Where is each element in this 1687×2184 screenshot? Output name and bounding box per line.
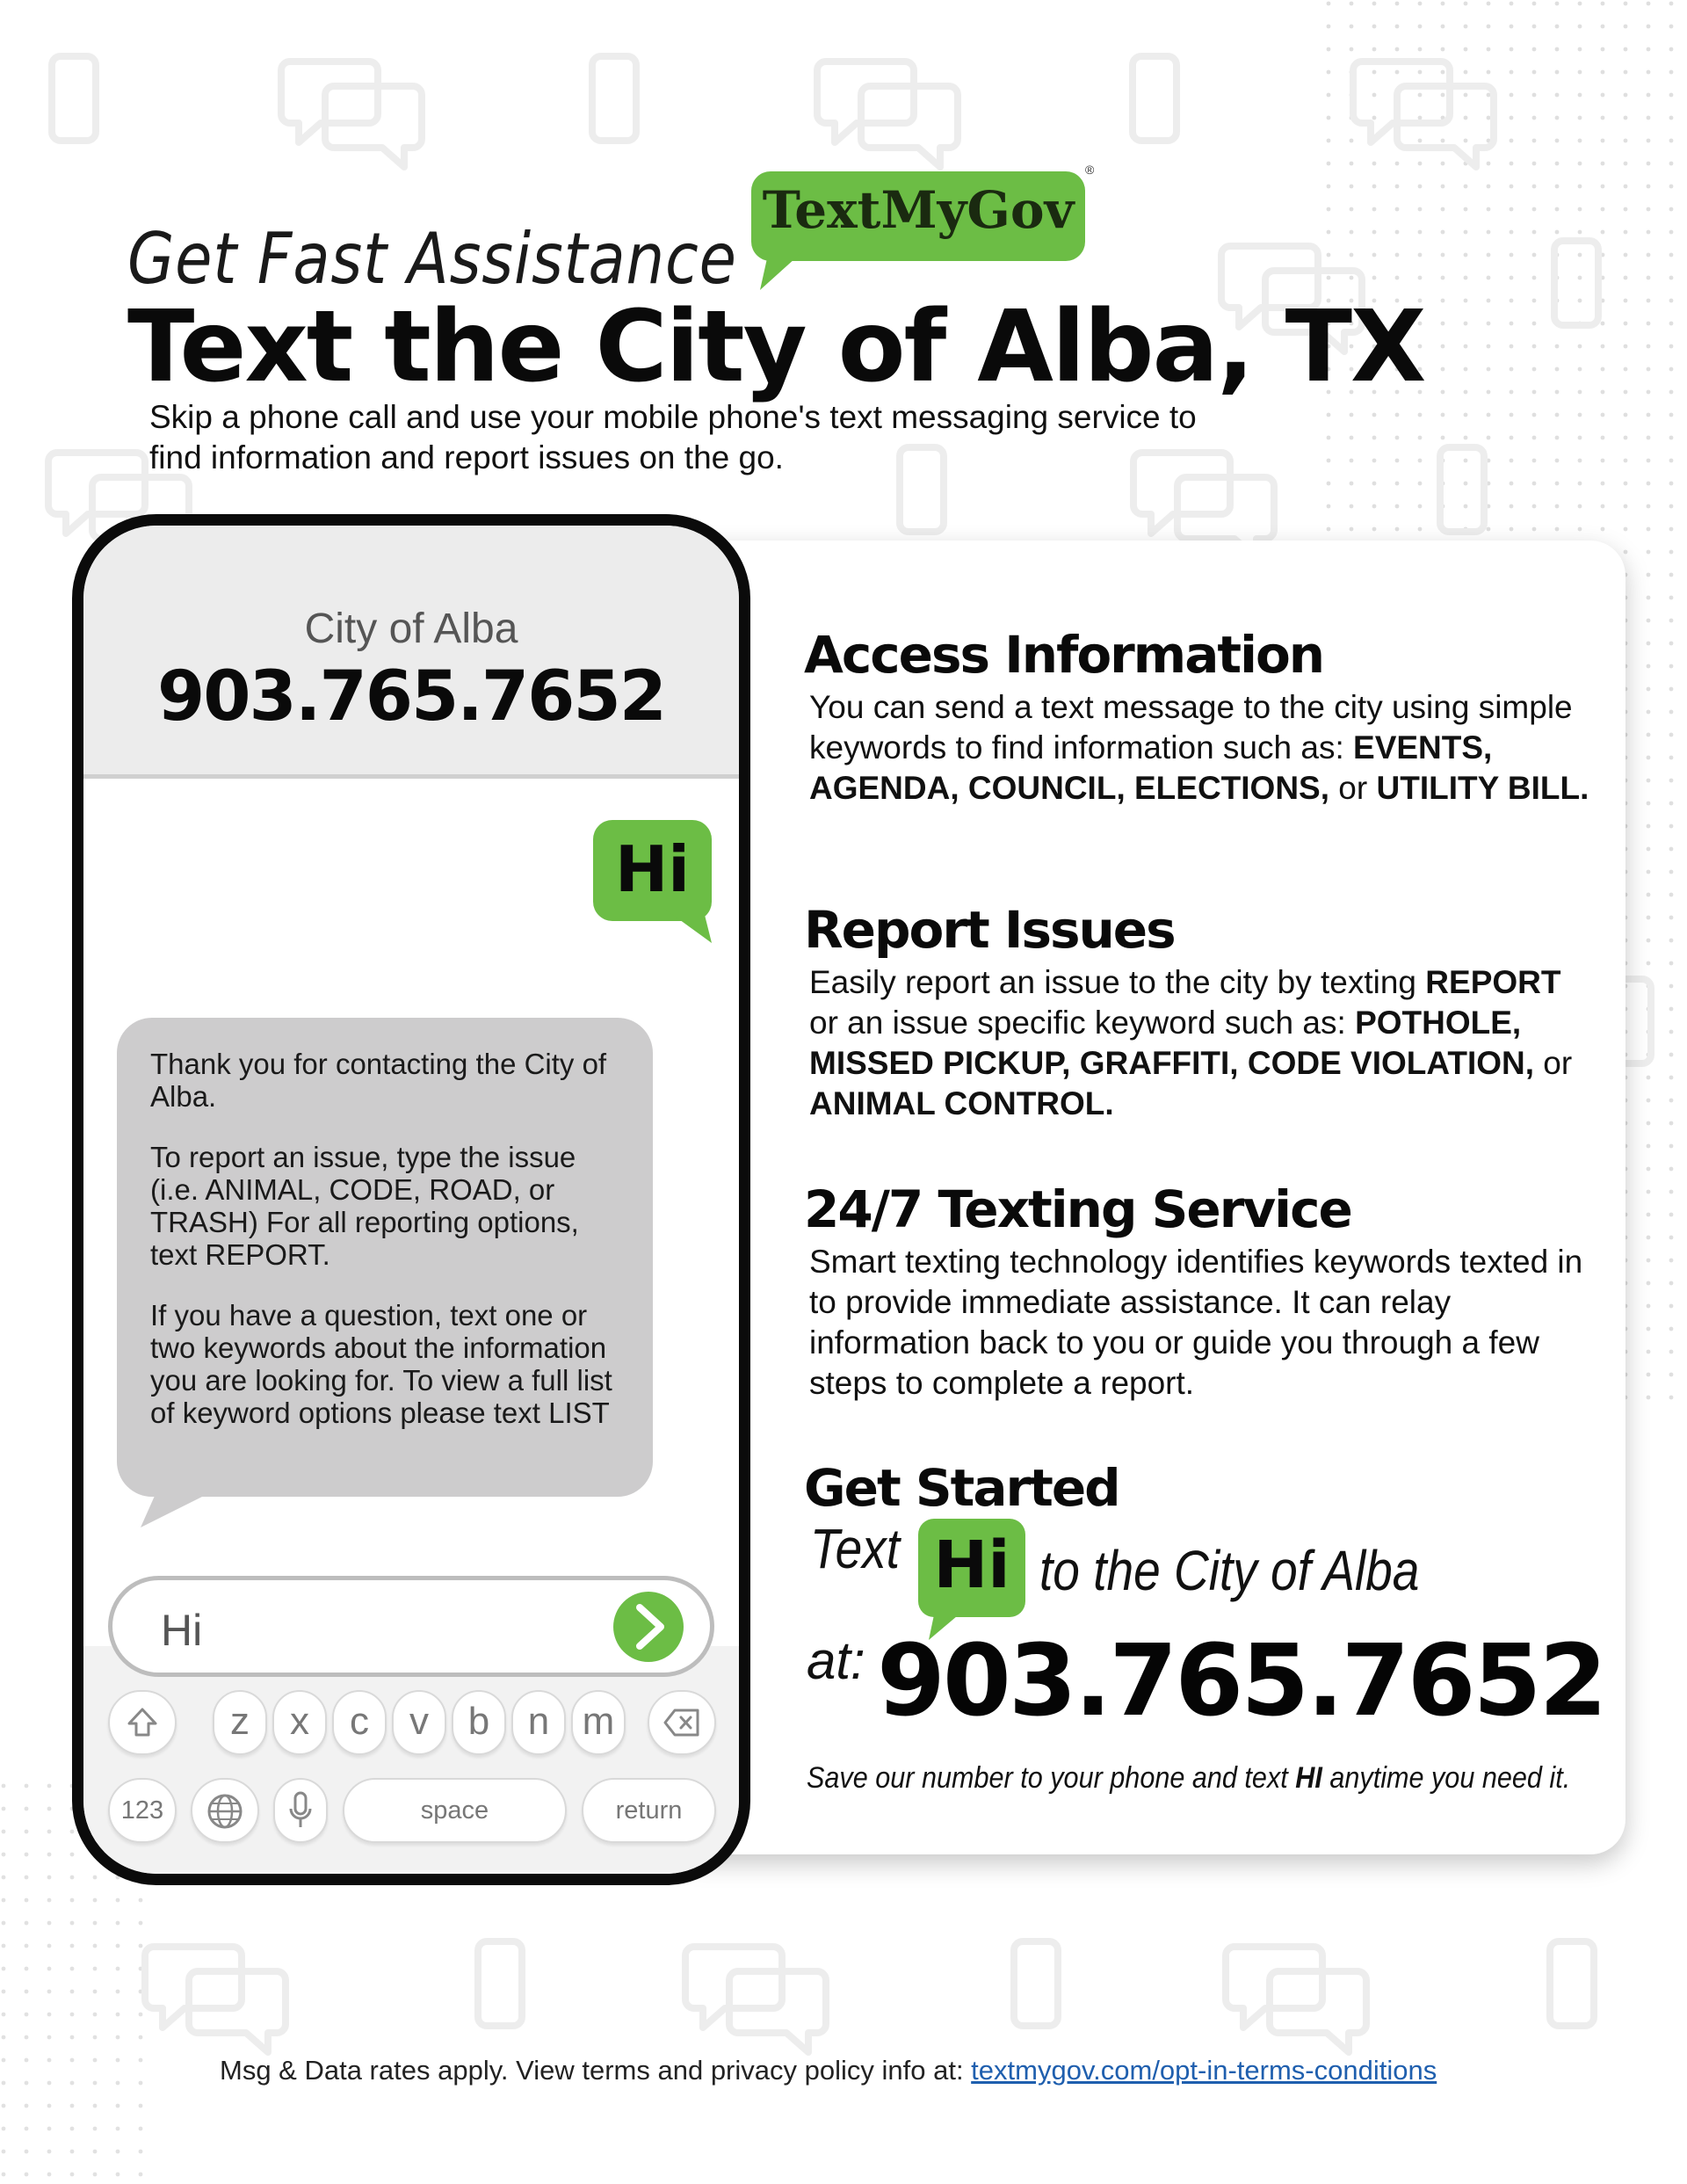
access-information-text [809,687,1595,809]
key-b[interactable]: b [452,1690,506,1755]
report-keyword: REPORT [1425,964,1561,1000]
delete-key[interactable] [648,1690,716,1755]
access-or: or [1329,770,1377,806]
intro-text [149,397,1248,478]
send-arrow-icon[interactable] [613,1592,684,1662]
backspace-icon [662,1708,701,1738]
texting-service-section [804,1180,1595,1404]
report-or: or [1534,1045,1573,1081]
message-input[interactable] [108,1576,714,1677]
message-input-value: Hi [161,1606,203,1655]
get-started-text-suffix: to the City of Alba [1039,1539,1420,1602]
logo-registered-mark: ® [1085,163,1095,177]
key-n[interactable]: n [511,1690,566,1755]
get-started-phone-number: 903.765.7652 [877,1624,1605,1738]
save-number-note [807,1761,1570,1796]
report-keywords: POTHOLE, MISSED PICKUP, GRAFFITI, CODE VIOLATION, [809,1005,1535,1081]
intro-line-1: Skip a phone call and use your mobile phone's text messaging service to [149,399,1197,435]
report-text-1: Easily report an issue to the city by texting [809,964,1426,1000]
report-last-keyword: ANIMAL CONTROL. [809,1085,1114,1121]
contact-name: City of Alba [304,606,518,652]
get-started-text-prefix: Text [810,1517,900,1580]
shift-icon [125,1705,160,1740]
access-last-keyword: UTILITY BILL. [1376,770,1589,806]
access-text: You can send a text message to the city using simple keywords to find information such as: [809,689,1573,765]
get-started-at: at: [807,1631,865,1690]
microphone-key[interactable] [273,1778,328,1843]
received-message-bubble [117,1018,653,1497]
get-started-section [804,1459,1595,1517]
note-text-2: anytime you need it. [1321,1761,1571,1795]
key-c[interactable]: c [332,1690,387,1755]
key-x[interactable]: x [272,1690,327,1755]
access-information-section [804,626,1595,809]
received-bubble-tail [141,1488,220,1532]
page-title: Text the City of Alba, TX [127,290,1425,404]
get-started-hi-bubble [918,1519,1025,1637]
logo-text: TextMyGov [762,180,1075,240]
texting-service-text: Smart texting technology identifies keywords texted in to provide immediate assistance. It can relay information back to you or guide you through a few steps to complete a report. [809,1244,1583,1401]
logo-bubble-tail [760,250,813,290]
sent-message-text: Hi [615,832,690,906]
footer-disclaimer [220,2055,1437,2086]
note-text-1: Save our number to your phone and text [807,1761,1296,1795]
key-v[interactable]: v [392,1690,446,1755]
footer-text: Msg & Data rates apply. View terms and privacy policy info at: [220,2055,972,2086]
access-information-heading: Access Information [804,625,1324,685]
reply-paragraph-3: If you have a question, text one or two keywords about the information you are looking for. To view a full list of keyword options please text LIST [150,1299,612,1429]
get-started-heading: Get Started [804,1458,1119,1518]
phone-header [83,526,739,779]
keyboard-area [83,1646,739,1885]
note-hi: HI [1295,1761,1322,1795]
sent-message-bubble [593,820,725,943]
report-issues-text [809,962,1595,1124]
textmygov-logo [751,163,1095,290]
report-issues-heading: Report Issues [804,900,1175,960]
reply-paragraph-1: Thank you for contacting the City of Alba. [150,1048,607,1113]
report-text-2: or an issue specific keyword such as: [809,1005,1356,1041]
tagline: Get Fast Assistance [127,218,737,300]
return-key[interactable]: return [582,1778,716,1843]
sent-bubble-tail [663,908,712,943]
intro-line-2: find information and report issues on the go. [149,439,784,475]
microphone-icon [287,1790,314,1831]
numbers-key[interactable]: 123 [108,1778,177,1843]
contact-number: 903.765.7652 [157,657,665,736]
phone-mockup [72,514,750,1885]
space-key[interactable]: space [343,1778,567,1843]
texting-service-heading: 24/7 Texting Service [804,1179,1351,1239]
reply-paragraph-2: To report an issue, type the issue (i.e. ANIMAL, CODE, ROAD, or TRASH) For all reporting options, text REPORT. [150,1141,579,1271]
globe-key[interactable] [191,1778,259,1843]
shift-key[interactable] [108,1690,177,1755]
key-m[interactable]: m [571,1690,626,1755]
report-issues-section [804,901,1595,1124]
access-keywords: EVENTS, AGENDA, COUNCIL, ELECTIONS, [809,729,1493,806]
globe-icon [206,1792,244,1831]
terms-link[interactable]: textmygov.com/opt-in-terms-conditions [971,2055,1437,2086]
hi-bubble-text: Hi [933,1527,1010,1603]
key-z[interactable]: z [213,1690,267,1755]
